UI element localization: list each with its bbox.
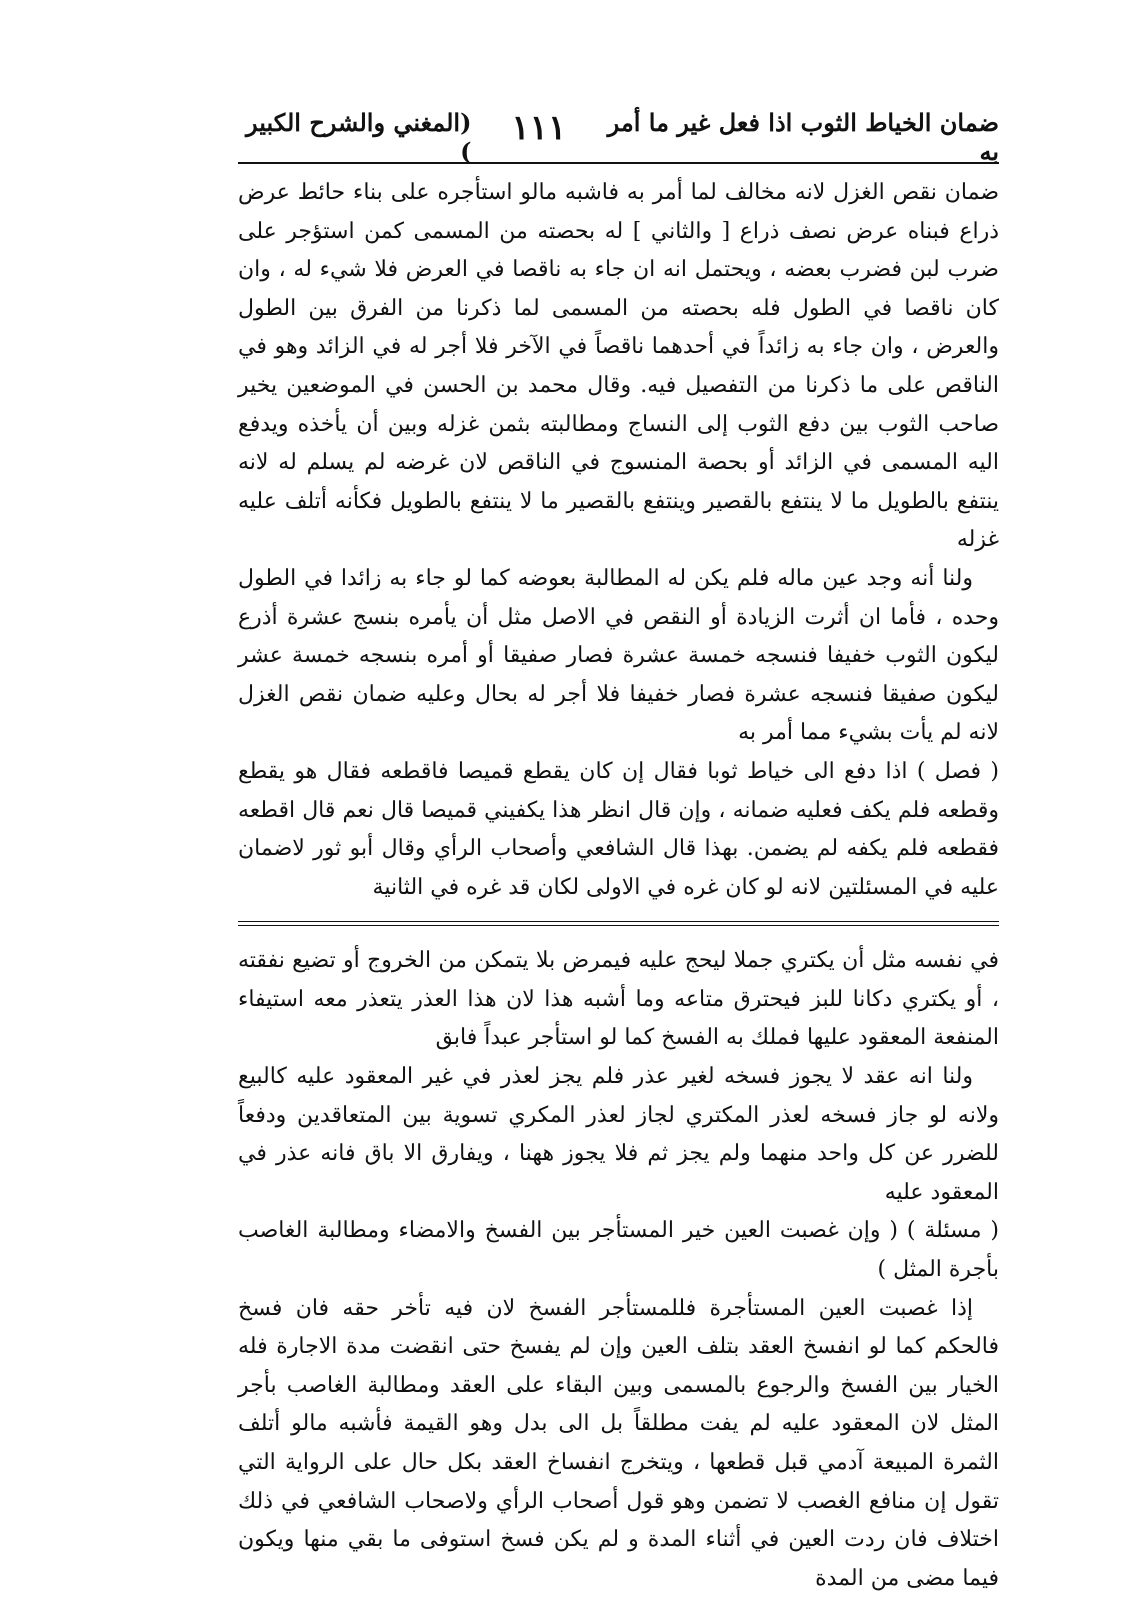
footnote-divider xyxy=(238,921,999,926)
paragraph: في نفسه مثل أن يكتري جملا ليحج عليه فيمرض بلا يتمكن من الخروج أو تضيع نفقته ، أو يكتري دكانا للبز فيحترق متاعه وما أشبه هذا لان هذا العذر يتعذر معه استيفاء المنفعة المعقود عليها فملك به الفسخ كما لو استأجر عبداً فابق xyxy=(238,948,999,1051)
paragraph: إذا غصبت العين المستأجرة فللمستأجر الفسخ لان فيه تأخر حقه فان فسخ فالحكم كما لو انفسخ العقد بتلف العين وإن لم يفسخ حتى انقضت مدة الاجارة فله الخيار بين الفسخ والرجوع بالمسمى وبين البقاء على العقد ومطالبة الغاصب بأجر المثل لان المعقود عليه لم يفت مطلقاً بل الى بدل وهو القيمة فأشبه مالو أتلف الثمرة المبيعة آدمي قبل قطعها ، ويتخرج انفساخ العقد بكل حال على الرواية التي تقول إن منافع الغصب لا تضمن وهو قول أصحاب الرأي ولاصحاب الشافعي في ذلك اختلاف فان ردت العين في أثناء المدة و لم يكن فسخ استوفى ما بقي منها ويكون فيما مضى من المدة xyxy=(238,1295,999,1591)
page-number: ١١١ xyxy=(511,108,567,148)
paragraph: ( مسئلة ) ( وإن غصبت العين خير المستأجر بين الفسخ والامضاء ومطالبة الغاصب بأجرة المثل ) xyxy=(238,1218,999,1283)
book-title: (المغني والشرح الكبير ) xyxy=(246,108,472,166)
footnote-text xyxy=(238,942,999,1598)
running-header xyxy=(238,108,999,166)
section-title: ضمان الخياط الثوب اذا فعل غير ما أمر به xyxy=(607,108,999,166)
paragraph: ولنا انه عقد لا يجوز فسخه لغير عذر فلم يجز لعذر في غير المعقود عليه كالبيع ولانه لو جاز فسخه لعذر المكتري لجاز لعذر المكري تسوية بين المتعاقدين ودفعاً للضرر عن كل واحد منهما ولم يجز ثم فلا يجوز ههنا ، ويفارق الا باق فانه عذر في المعقود عليه xyxy=(238,1064,999,1205)
paragraph: ولنا أنه وجد عين ماله فلم يكن له المطالبة بعوضه كما لو جاء به زائدا في الطول وحده ، فأما ان أثرت الزيادة أو النقص في الاصل مثل أن يأمره بنسج عشرة أذرع ليكون الثوب خفيفا فنسجه خمسة عشرة فصار صفيقا أو أمره بنسجه خمسة عشر ليكون صفيقا فنسجه عشرة فصار خفيفا فلا أجر له بحال وعليه ضمان نقص الغزل لانه لم يأت بشيء مما أمر به xyxy=(238,565,999,746)
paragraph: ( فصل ) اذا دفع الى خياط ثوبا فقال إن كان يقطع قميصا فاقطعه فقال هو يقطع وقطعه فلم يكف فعليه ضمانه ، وإن قال انظر هذا يكفيني قميصا قال نعم قال اقطعه فقطعه فلم يكفه لم يضمن. بهذا قال الشافعي وأصحاب الرأي وقال أبو ثور لاضمان عليه في المسئلتين لانه لو كان غره في الاولى لكان قد غره في الثانية xyxy=(238,758,999,900)
paragraph: ضمان نقص الغزل لانه مخالف لما أمر به فاشبه مالو استأجره على بناء حائط عرض ذراع فبناه عرض نصف ذراع [ والثاني ] له بحصته من المسمى كمن استؤجر على ضرب لبن فضرب بعضه ، ويحتمل انه ان جاء به ناقصا في العرض فلا شيء له ، وان كان ناقصا في الطول فله بحصته من المسمى لما ذكرنا من الفرق بين الطول والعرض ، وان جاء به زائداً في أحدهما ناقصاً في الآخر فلا أجر له في الزائد وهو في الناقص على ما ذكرنا من التفصيل فيه. وقال محمد بن الحسن في الموضعين يخير صاحب الثوب بين دفع الثوب إلى النساج ومطالبته بثمن غزله وبين أن يأخذه ويدفع اليه المسمى في الزائد أو بحصة المنسوج في الناقص لان غرضه لم يسلم له لانه ينتفع بالطويل ما لا ينتفع بالقصير وينتفع بالقصير ما لا ينتفع بالطويل فكأنه أتلف عليه غزله xyxy=(238,180,999,553)
header-left-group xyxy=(471,108,999,166)
main-text xyxy=(238,174,999,907)
